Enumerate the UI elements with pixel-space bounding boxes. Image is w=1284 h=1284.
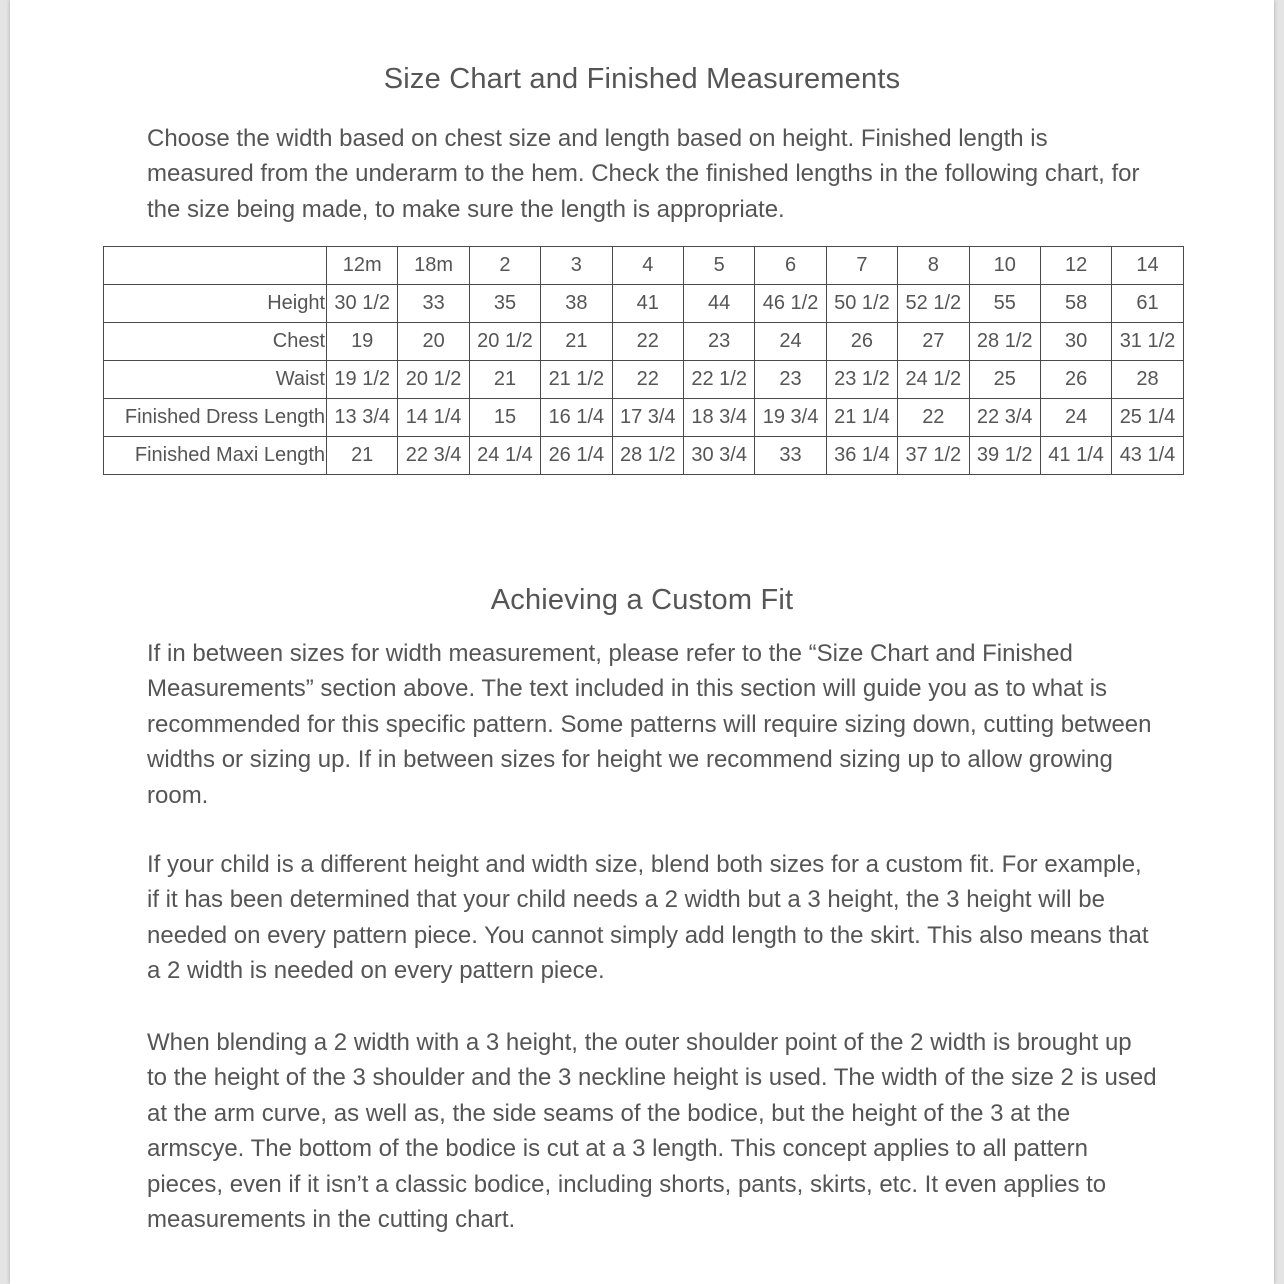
table-cell: 21 1/2 xyxy=(541,361,612,399)
table-cell: 50 1/2 xyxy=(826,285,897,323)
table-row-chest xyxy=(104,323,1184,361)
size-header-cell: 18m xyxy=(398,247,469,285)
table-cell: 61 xyxy=(1112,285,1183,323)
table-cell: 23 xyxy=(755,361,826,399)
custom-fit-heading: Achieving a Custom Fit xyxy=(490,584,794,617)
table-cell: 22 xyxy=(612,323,683,361)
row-label: Finished Dress Length xyxy=(104,399,327,437)
table-row-finished-maxi-length xyxy=(104,437,1184,475)
table-cell: 25 1/4 xyxy=(1112,399,1183,437)
table-cell: 25 xyxy=(969,361,1040,399)
size-header-cell: 2 xyxy=(469,247,540,285)
table-cell: 33 xyxy=(398,285,469,323)
row-label: Waist xyxy=(104,361,327,399)
table-cell: 31 1/2 xyxy=(1112,323,1183,361)
table-cell: 41 xyxy=(612,285,683,323)
table-cell: 20 1/2 xyxy=(469,323,540,361)
table-cell: 19 1/2 xyxy=(327,361,398,399)
custom-fit-paragraph-1: If in between sizes for width measurement, please refer to the “Size Chart and Finished Measurements” section above. The text included in this section will guide you as to what is recommended for this specific pattern. Some patterns will require sizing down, cutting between widths or sizing up. If in between sizes for height we recommend sizing up to allow growing room. xyxy=(147,640,1152,809)
table-cell: 24 1/4 xyxy=(469,437,540,475)
table-cell: 22 xyxy=(898,399,969,437)
table-cell: 26 xyxy=(826,323,897,361)
size-header-cell: 12 xyxy=(1040,247,1111,285)
table-row-height xyxy=(104,285,1184,323)
table-cell: 26 xyxy=(1040,361,1111,399)
table-cell: 13 3/4 xyxy=(327,399,398,437)
table-cell: 24 1/2 xyxy=(898,361,969,399)
size-header-cell: 10 xyxy=(969,247,1040,285)
table-cell: 22 3/4 xyxy=(398,437,469,475)
table-cell: 44 xyxy=(683,285,754,323)
document-page xyxy=(10,0,1274,1284)
table-cell: 22 1/2 xyxy=(683,361,754,399)
table-cell: 19 xyxy=(327,323,398,361)
size-chart-heading: Size Chart and Finished Measurements xyxy=(383,63,901,96)
size-header-cell: 4 xyxy=(612,247,683,285)
table-row-finished-dress-length xyxy=(104,399,1184,437)
table-corner-cell xyxy=(104,247,327,285)
size-header-cell: 8 xyxy=(898,247,969,285)
table-cell: 30 1/2 xyxy=(327,285,398,323)
size-chart-table xyxy=(103,246,1184,475)
table-cell: 21 xyxy=(469,361,540,399)
size-header-cell: 6 xyxy=(755,247,826,285)
row-label: Finished Maxi Length xyxy=(104,437,327,475)
table-cell: 52 1/2 xyxy=(898,285,969,323)
table-cell: 23 1/2 xyxy=(826,361,897,399)
table-cell: 39 1/2 xyxy=(969,437,1040,475)
size-header-cell: 5 xyxy=(683,247,754,285)
table-cell: 16 1/4 xyxy=(541,399,612,437)
table-row-waist xyxy=(104,361,1184,399)
table-cell: 20 1/2 xyxy=(398,361,469,399)
table-cell: 30 3/4 xyxy=(683,437,754,475)
custom-fit-paragraph-3: When blending a 2 width with a 3 height, the outer shoulder point of the 2 width is brought up to the height of the 3 shoulder and the 3 neckline height is used. The width of the size 2 is used at the arm curve, as well as, the side seams of the bodice, but the height of the 3 at the armscye. The bottom of the bodice is cut at a 3 length. This concept applies to all pattern pieces, even if it isn’t a classic bodice, including shorts, pants, skirts, etc. It even applies to measurements in the cutting chart. xyxy=(147,1029,1157,1234)
table-cell: 38 xyxy=(541,285,612,323)
table-cell: 21 xyxy=(541,323,612,361)
table-cell: 19 3/4 xyxy=(755,399,826,437)
table-cell: 23 xyxy=(683,323,754,361)
table-cell: 20 xyxy=(398,323,469,361)
custom-fit-paragraph-2: If your child is a different height and width size, blend both sizes for a custom fit. For example, if it has been determined that your child needs a 2 width but a 3 height, the 3 height will be needed on every pattern piece. You cannot simply add length to the skirt. This also means that a 2 width is needed on every pattern piece. xyxy=(147,851,1149,985)
size-header-row xyxy=(104,247,1184,285)
size-header-cell: 3 xyxy=(541,247,612,285)
table-cell: 21 1/4 xyxy=(826,399,897,437)
table-cell: 33 xyxy=(755,437,826,475)
table-cell: 55 xyxy=(969,285,1040,323)
row-label: Height xyxy=(104,285,327,323)
table-cell: 22 3/4 xyxy=(969,399,1040,437)
table-cell: 26 1/4 xyxy=(541,437,612,475)
table-cell: 41 1/4 xyxy=(1040,437,1111,475)
table-cell: 18 3/4 xyxy=(683,399,754,437)
table-cell: 15 xyxy=(469,399,540,437)
table-cell: 35 xyxy=(469,285,540,323)
table-cell: 14 1/4 xyxy=(398,399,469,437)
size-chart-intro: Choose the width based on chest size and length based on height. Finished length is measured from the underarm to the hem. Check the finished lengths in the following chart, for the size being made, to make sure the length is appropriate. xyxy=(147,125,1140,223)
table-cell: 46 1/2 xyxy=(755,285,826,323)
size-header-cell: 14 xyxy=(1112,247,1183,285)
table-cell: 36 1/4 xyxy=(826,437,897,475)
table-cell: 28 1/2 xyxy=(612,437,683,475)
table-cell: 28 1/2 xyxy=(969,323,1040,361)
table-cell: 43 1/4 xyxy=(1112,437,1183,475)
table-cell: 58 xyxy=(1040,285,1111,323)
table-cell: 17 3/4 xyxy=(612,399,683,437)
table-cell: 24 xyxy=(755,323,826,361)
table-cell: 24 xyxy=(1040,399,1111,437)
table-cell: 37 1/2 xyxy=(898,437,969,475)
table-cell: 28 xyxy=(1112,361,1183,399)
table-cell: 21 xyxy=(327,437,398,475)
table-cell: 22 xyxy=(612,361,683,399)
table-cell: 30 xyxy=(1040,323,1111,361)
size-header-cell: 7 xyxy=(826,247,897,285)
table-cell: 27 xyxy=(898,323,969,361)
size-header-cell: 12m xyxy=(327,247,398,285)
row-label: Chest xyxy=(104,323,327,361)
